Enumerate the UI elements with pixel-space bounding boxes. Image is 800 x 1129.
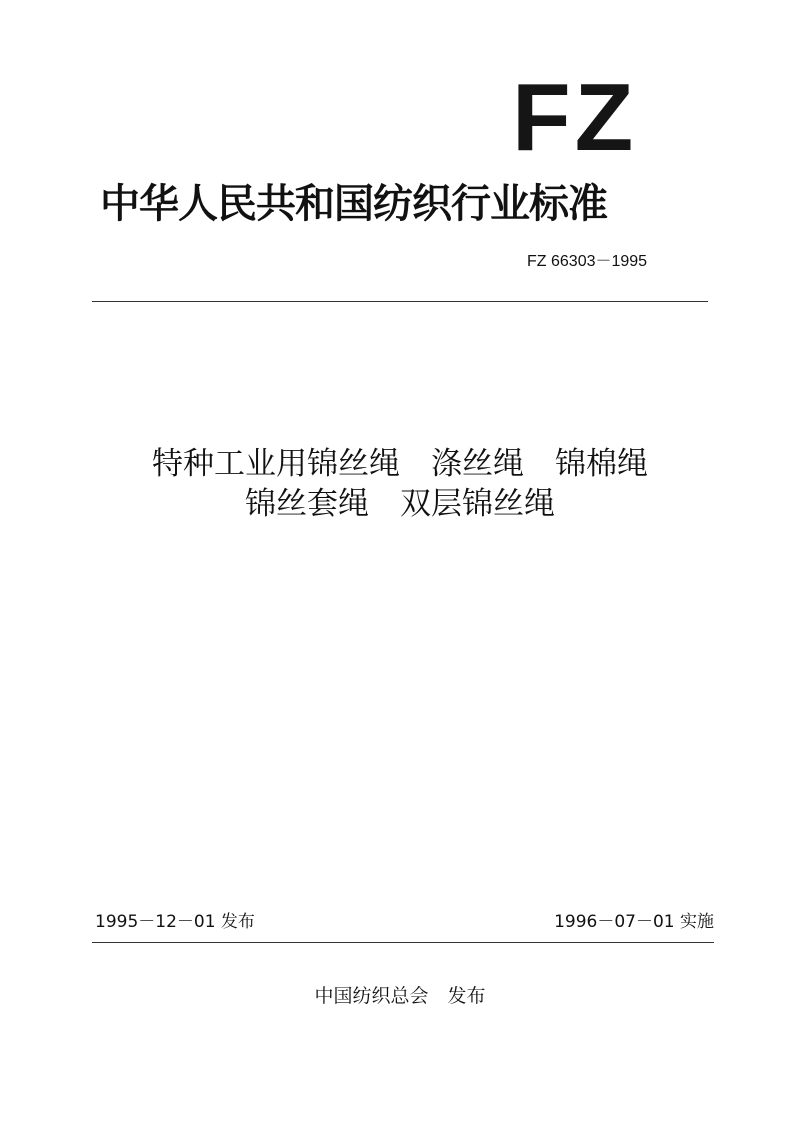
document-title-line-1: 特种工业用锦丝绳 涤丝绳 锦棉绳 [152,446,648,482]
standard-category-title: 中华人民共和国纺织行业标准 [100,181,607,227]
fz-logo: FZ [512,64,638,171]
implementation-date: 1996－07－01 实施 [554,912,714,932]
document-title-line-2: 锦丝套绳 双层锦丝绳 [245,486,555,522]
issue-date: 1995－12－01 发布 [95,912,255,932]
standard-code: FZ 66303－1995 [527,253,648,270]
header-divider [92,301,708,302]
publisher: 中国纺织总会 发布 [314,985,486,1007]
footer-divider [92,942,714,943]
